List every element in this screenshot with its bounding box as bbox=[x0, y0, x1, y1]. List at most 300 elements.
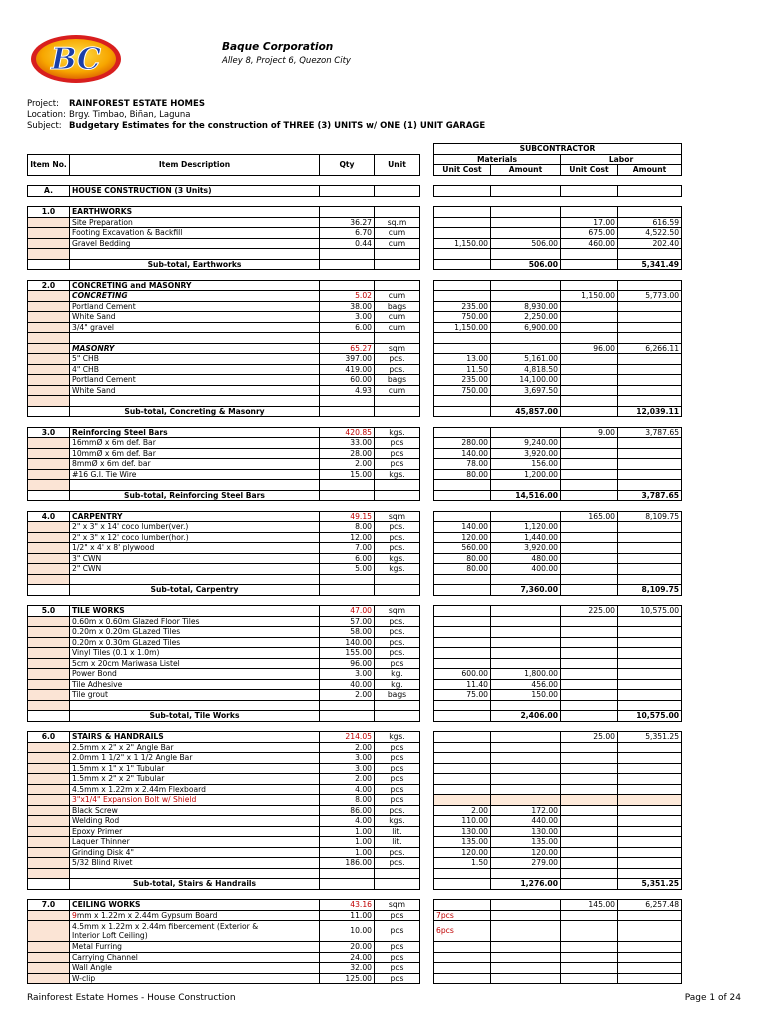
qty-cell: 86.00 bbox=[320, 805, 375, 816]
table-row bbox=[28, 700, 682, 711]
table-row bbox=[28, 784, 682, 795]
labor-unit-cost-cell bbox=[561, 858, 618, 869]
labor-unit-cost-cell bbox=[561, 207, 618, 218]
materials-unit-cost-cell bbox=[434, 585, 491, 596]
materials-amount-cell bbox=[491, 952, 561, 963]
labor-unit-cost-cell bbox=[561, 973, 618, 984]
description-text: EARTHWORKS bbox=[72, 207, 133, 216]
materials-amount-cell bbox=[491, 868, 561, 879]
labor-amount-cell bbox=[618, 973, 682, 984]
labor-amount-cell bbox=[618, 753, 682, 764]
qty-cell bbox=[320, 186, 375, 197]
item-no-cell bbox=[28, 763, 70, 774]
description-cell bbox=[70, 648, 320, 659]
materials-amount-cell bbox=[491, 574, 561, 585]
column-gap bbox=[420, 774, 434, 785]
unit-cell bbox=[375, 280, 420, 291]
labor-unit-cost-cell: 96.00 bbox=[561, 343, 618, 354]
qty-cell: 1.00 bbox=[320, 837, 375, 848]
table-row bbox=[28, 973, 682, 984]
labor-unit-cost-cell bbox=[561, 574, 618, 585]
materials-unit-cost-cell bbox=[434, 427, 491, 438]
table-row bbox=[28, 942, 682, 953]
column-gap bbox=[420, 469, 434, 480]
labor-amount-cell bbox=[618, 952, 682, 963]
item-no-cell bbox=[28, 312, 70, 323]
description-cell bbox=[70, 963, 320, 974]
qty-cell: 36.27 bbox=[320, 217, 375, 228]
qty-cell bbox=[320, 396, 375, 407]
materials-unit-cost-cell bbox=[434, 259, 491, 270]
materials-unit-cost-cell: 120.00 bbox=[434, 847, 491, 858]
labor-unit-cost-cell bbox=[561, 448, 618, 459]
item-no-cell bbox=[28, 469, 70, 480]
column-gap bbox=[420, 259, 434, 270]
subtotal-row bbox=[28, 490, 682, 501]
description-text: 0.20m x 0.30m GLazed Tiles bbox=[72, 637, 181, 647]
labor-amount-cell bbox=[618, 868, 682, 879]
labor-amount-cell bbox=[618, 396, 682, 407]
table-row bbox=[28, 364, 682, 375]
column-gap bbox=[420, 742, 434, 753]
column-gap bbox=[420, 207, 434, 218]
description-cell bbox=[70, 732, 320, 743]
materials-unit-cost-cell bbox=[434, 480, 491, 491]
labor-unit-cost-cell bbox=[561, 952, 618, 963]
materials-amount-cell bbox=[491, 921, 561, 942]
column-gap bbox=[420, 438, 434, 449]
qty-cell: 6.70 bbox=[320, 228, 375, 239]
materials-amount-cell bbox=[491, 900, 561, 911]
description-cell bbox=[70, 469, 320, 480]
column-gap bbox=[420, 322, 434, 333]
description-cell bbox=[70, 952, 320, 963]
qty-cell: 40.00 bbox=[320, 679, 375, 690]
qty-cell: 4.93 bbox=[320, 385, 375, 396]
labor-unit-cost-cell bbox=[561, 375, 618, 386]
labor-amount-cell bbox=[618, 816, 682, 827]
materials-amount-cell bbox=[491, 228, 561, 239]
qty-cell: 2.00 bbox=[320, 690, 375, 701]
column-gap bbox=[420, 490, 434, 501]
description-text: Sub-total, Carpentry bbox=[150, 585, 239, 594]
labor-amount-cell bbox=[618, 921, 682, 942]
page-number: Page 1 of 24 bbox=[684, 993, 741, 1003]
column-gap bbox=[420, 333, 434, 344]
description-text: CEILING WORKS bbox=[72, 900, 141, 909]
labor-amount-cell bbox=[618, 207, 682, 218]
labor-unit-cost-cell: 145.00 bbox=[561, 900, 618, 911]
description-cell bbox=[70, 679, 320, 690]
description-cell bbox=[70, 658, 320, 669]
unit-cell: cum bbox=[375, 385, 420, 396]
unit-cell bbox=[375, 333, 420, 344]
materials-amount-cell: 506.00 bbox=[491, 238, 561, 249]
table-row bbox=[28, 301, 682, 312]
materials-amount-cell: 1,120.00 bbox=[491, 522, 561, 533]
subtotal-row bbox=[28, 259, 682, 270]
column-gap bbox=[420, 973, 434, 984]
table-row bbox=[28, 637, 682, 648]
materials-amount-cell bbox=[491, 763, 561, 774]
description-text: 10mmØ x 6m def. Bar bbox=[72, 448, 156, 458]
materials-amount-cell bbox=[491, 742, 561, 753]
materials-amount-cell bbox=[491, 333, 561, 344]
item-no-cell bbox=[28, 322, 70, 333]
unit-cell: pcs bbox=[375, 795, 420, 806]
item-no-cell bbox=[28, 952, 70, 963]
materials-amount-cell bbox=[491, 511, 561, 522]
materials-unit-cost-cell bbox=[434, 490, 491, 501]
labor-amount-cell bbox=[618, 805, 682, 816]
description-cell bbox=[70, 238, 320, 249]
table-row bbox=[28, 564, 682, 575]
materials-amount-cell: 120.00 bbox=[491, 847, 561, 858]
materials-unit-cost-cell: 78.00 bbox=[434, 459, 491, 470]
labor-unit-cost-cell bbox=[561, 658, 618, 669]
materials-unit-cost-cell: 280.00 bbox=[434, 438, 491, 449]
unit-cell: kg. bbox=[375, 679, 420, 690]
column-gap bbox=[420, 301, 434, 312]
materials-amount-cell: 135.00 bbox=[491, 837, 561, 848]
labor-amount-cell bbox=[618, 312, 682, 323]
estimate-table bbox=[27, 143, 682, 984]
unit-cell: pcs. bbox=[375, 616, 420, 627]
labor-unit-cost-cell bbox=[561, 679, 618, 690]
unit-cell bbox=[375, 186, 420, 197]
table-row bbox=[28, 753, 682, 764]
labor-unit-cost-cell bbox=[561, 963, 618, 974]
materials-unit-cost-cell bbox=[434, 574, 491, 585]
description-cell bbox=[70, 490, 320, 501]
table-row bbox=[28, 574, 682, 585]
item-no-cell bbox=[28, 291, 70, 302]
logo-lettering: BC bbox=[51, 42, 101, 77]
table-row bbox=[28, 459, 682, 470]
subtotal-row bbox=[28, 879, 682, 890]
column-gap bbox=[420, 238, 434, 249]
labor-amount-cell bbox=[618, 837, 682, 848]
unit-cell bbox=[375, 259, 420, 270]
qty-cell: 6.00 bbox=[320, 553, 375, 564]
labor-unit-cost-cell bbox=[561, 627, 618, 638]
unit-cell: sqm bbox=[375, 606, 420, 617]
qty-cell: 1.00 bbox=[320, 826, 375, 837]
qty-cell bbox=[320, 280, 375, 291]
labor-unit-cost-cell bbox=[561, 469, 618, 480]
materials-amount-cell: 1,800.00 bbox=[491, 669, 561, 680]
labor-unit-cost-cell bbox=[561, 301, 618, 312]
description-text: Metal Furring bbox=[72, 942, 122, 951]
description-cell bbox=[70, 942, 320, 953]
labor-unit-cost-cell bbox=[561, 280, 618, 291]
item-no-cell bbox=[28, 543, 70, 554]
description-text: Tile Adhesive bbox=[72, 679, 123, 689]
unit-cell: lit. bbox=[375, 837, 420, 848]
description-text: 2.5mm x 2" x 2" Angle Bar bbox=[72, 742, 174, 752]
description-cell bbox=[70, 826, 320, 837]
materials-unit-cost-cell: 75.00 bbox=[434, 690, 491, 701]
col-labor-amount: Amount bbox=[618, 165, 682, 176]
qty-cell: 2.00 bbox=[320, 742, 375, 753]
table-row bbox=[28, 847, 682, 858]
labor-amount-cell bbox=[618, 963, 682, 974]
materials-unit-cost-cell bbox=[434, 753, 491, 764]
materials-unit-cost-cell bbox=[434, 406, 491, 417]
description-text: White Sand bbox=[72, 385, 116, 395]
description-cell bbox=[70, 574, 320, 585]
materials-amount-cell: 480.00 bbox=[491, 553, 561, 564]
labor-unit-cost-cell bbox=[561, 648, 618, 659]
materials-unit-cost-cell bbox=[434, 343, 491, 354]
materials-unit-cost-cell bbox=[434, 396, 491, 407]
column-gap bbox=[420, 784, 434, 795]
footer-title: Rainforest Estate Homes - House Construction bbox=[27, 993, 236, 1003]
description-cell bbox=[70, 816, 320, 827]
section-row bbox=[28, 900, 682, 911]
description-cell bbox=[70, 858, 320, 869]
labor-unit-cost-cell bbox=[561, 585, 618, 596]
materials-unit-cost-cell: 2.00 bbox=[434, 805, 491, 816]
location-value: Brgy. Timbao, Biñan, Laguna bbox=[69, 110, 191, 120]
qty-cell bbox=[320, 259, 375, 270]
description-cell bbox=[70, 532, 320, 543]
description-text: Sub-total, Tile Works bbox=[149, 711, 240, 720]
table-row bbox=[28, 826, 682, 837]
materials-unit-cost-cell: 6pcs bbox=[434, 921, 491, 942]
description-cell bbox=[70, 301, 320, 312]
description-cell bbox=[70, 795, 320, 806]
item-no-cell bbox=[28, 910, 70, 921]
qty-cell bbox=[320, 868, 375, 879]
description-text: Site Preparation bbox=[72, 217, 133, 227]
description-text: 4.5mm x 1.22m x 2.44m fibercement (Exterior & bbox=[72, 921, 259, 931]
item-no-cell: 7.0 bbox=[28, 900, 70, 911]
table-row bbox=[28, 238, 682, 249]
description-cell bbox=[70, 207, 320, 218]
column-gap bbox=[420, 879, 434, 890]
column-gap bbox=[420, 312, 434, 323]
item-no-cell bbox=[28, 816, 70, 827]
unit-cell: pcs. bbox=[375, 532, 420, 543]
unit-cell: sqm bbox=[375, 900, 420, 911]
item-no-cell bbox=[28, 259, 70, 270]
description-text: 2" CWN bbox=[72, 564, 102, 573]
qty-cell: 33.00 bbox=[320, 438, 375, 449]
item-no-cell bbox=[28, 301, 70, 312]
description-text: 0.20m x 0.20m GLazed Tiles bbox=[72, 627, 181, 636]
qty-cell: 10.00 bbox=[320, 921, 375, 942]
labor-amount-cell bbox=[618, 784, 682, 795]
qty-cell: 3.00 bbox=[320, 763, 375, 774]
description-cell bbox=[70, 333, 320, 344]
column-gap bbox=[420, 679, 434, 690]
qty-cell: 49.15 bbox=[320, 511, 375, 522]
item-no-cell bbox=[28, 637, 70, 648]
qty-cell bbox=[320, 490, 375, 501]
labor-amount-cell bbox=[618, 795, 682, 806]
unit-cell: pcs bbox=[375, 921, 420, 942]
column-gap bbox=[420, 280, 434, 291]
labor-unit-cost-cell bbox=[561, 354, 618, 365]
column-gap bbox=[420, 217, 434, 228]
materials-unit-cost-cell: 120.00 bbox=[434, 532, 491, 543]
materials-unit-cost-cell: 11.40 bbox=[434, 679, 491, 690]
item-no-cell bbox=[28, 921, 70, 942]
description-cell bbox=[70, 522, 320, 533]
description-text: Laquer Thinner bbox=[72, 837, 130, 846]
labor-unit-cost-cell bbox=[561, 690, 618, 701]
labor-amount-cell bbox=[618, 469, 682, 480]
item-no-cell bbox=[28, 448, 70, 459]
description-text: Reinforcing Steel Bars bbox=[72, 427, 168, 437]
description-cell bbox=[70, 627, 320, 638]
column-gap bbox=[420, 396, 434, 407]
item-no-cell bbox=[28, 333, 70, 344]
description-text: HOUSE CONSTRUCTION (3 Units) bbox=[72, 186, 212, 195]
description-text: W-clip bbox=[72, 973, 96, 983]
description-text: TILE WORKS bbox=[72, 606, 125, 615]
item-no-cell bbox=[28, 658, 70, 669]
labor-amount-cell: 10,575.00 bbox=[618, 606, 682, 617]
unit-cell: sqm bbox=[375, 343, 420, 354]
unit-cell bbox=[375, 700, 420, 711]
materials-amount-cell: 14,516.00 bbox=[491, 490, 561, 501]
materials-unit-cost-cell bbox=[434, 648, 491, 659]
unit-cell: pcs. bbox=[375, 354, 420, 365]
column-gap bbox=[420, 805, 434, 816]
materials-amount-cell bbox=[491, 249, 561, 260]
table-row bbox=[28, 795, 682, 806]
qty-cell: 3.00 bbox=[320, 312, 375, 323]
item-no-cell bbox=[28, 522, 70, 533]
labor-amount-cell bbox=[618, 742, 682, 753]
description-cell bbox=[70, 259, 320, 270]
column-gap bbox=[420, 553, 434, 564]
table-row bbox=[28, 805, 682, 816]
labor-unit-cost-cell bbox=[561, 942, 618, 953]
item-no-cell bbox=[28, 784, 70, 795]
description-text: 2" x 3" x 14' coco lumber(ver.) bbox=[72, 522, 189, 531]
labor-unit-cost-cell bbox=[561, 333, 618, 344]
item-no-cell bbox=[28, 249, 70, 260]
materials-amount-cell bbox=[491, 774, 561, 785]
description-text: 5/32 Blind Rivet bbox=[72, 858, 133, 867]
column-gap bbox=[420, 574, 434, 585]
materials-amount-cell bbox=[491, 627, 561, 638]
materials-unit-cost-cell bbox=[434, 763, 491, 774]
description-cell bbox=[70, 343, 320, 354]
qty-cell: 58.00 bbox=[320, 627, 375, 638]
materials-amount-cell bbox=[491, 637, 561, 648]
description-text: Portland Cement bbox=[72, 375, 136, 384]
unit-cell: pcs bbox=[375, 742, 420, 753]
materials-amount-cell bbox=[491, 280, 561, 291]
unit-cell: kgs. bbox=[375, 732, 420, 743]
materials-unit-cost-cell: 80.00 bbox=[434, 564, 491, 575]
labor-amount-cell bbox=[618, 480, 682, 491]
labor-unit-cost-cell: 675.00 bbox=[561, 228, 618, 239]
item-no-cell bbox=[28, 354, 70, 365]
column-gap bbox=[420, 606, 434, 617]
labor-unit-cost-cell bbox=[561, 616, 618, 627]
labor-amount-cell: 616.59 bbox=[618, 217, 682, 228]
column-gap bbox=[420, 910, 434, 921]
unit-cell: pcs bbox=[375, 459, 420, 470]
materials-unit-cost-cell: 560.00 bbox=[434, 543, 491, 554]
materials-unit-cost-cell bbox=[434, 711, 491, 722]
qty-cell: 20.00 bbox=[320, 942, 375, 953]
description-cell bbox=[70, 606, 320, 617]
description-text: Portland Cement bbox=[72, 301, 136, 311]
materials-unit-cost-cell bbox=[434, 868, 491, 879]
labor-amount-cell: 3,787.65 bbox=[618, 427, 682, 438]
item-no-cell bbox=[28, 837, 70, 848]
unit-cell: pcs bbox=[375, 774, 420, 785]
materials-unit-cost-cell: 135.00 bbox=[434, 837, 491, 848]
labor-amount-cell bbox=[618, 574, 682, 585]
materials-unit-cost-cell bbox=[434, 511, 491, 522]
item-no-cell: 5.0 bbox=[28, 606, 70, 617]
labor-unit-cost-cell bbox=[561, 868, 618, 879]
labor-unit-cost-cell bbox=[561, 543, 618, 554]
description-text: Carrying Channel bbox=[72, 952, 138, 962]
project-line bbox=[27, 99, 205, 110]
qty-cell: 420.85 bbox=[320, 427, 375, 438]
unit-cell: kgs. bbox=[375, 816, 420, 827]
description-text: 1.5mm x 1" x 1" Tubular bbox=[72, 763, 165, 773]
description-cell bbox=[70, 217, 320, 228]
item-no-cell bbox=[28, 532, 70, 543]
labor-amount-cell bbox=[618, 448, 682, 459]
col-qty: Qty bbox=[320, 154, 375, 175]
materials-amount-cell: 440.00 bbox=[491, 816, 561, 827]
column-gap bbox=[420, 291, 434, 302]
item-no-cell bbox=[28, 711, 70, 722]
unit-cell bbox=[375, 396, 420, 407]
unit-cell: pcs. bbox=[375, 637, 420, 648]
unit-cell: pcs. bbox=[375, 858, 420, 869]
qty-cell bbox=[320, 879, 375, 890]
description-text: 0.60m x 0.60m Glazed Floor Tiles bbox=[72, 616, 200, 626]
column-gap bbox=[420, 375, 434, 386]
item-no-cell bbox=[28, 679, 70, 690]
qty-cell: 0.44 bbox=[320, 238, 375, 249]
unit-cell: pcs bbox=[375, 784, 420, 795]
unit-cell bbox=[375, 711, 420, 722]
spacer-row bbox=[28, 721, 682, 732]
labor-amount-cell: 5,351.25 bbox=[618, 732, 682, 743]
materials-amount-cell: 150.00 bbox=[491, 690, 561, 701]
materials-unit-cost-cell bbox=[434, 249, 491, 260]
description-text: 5cm x 20cm Mariwasa Listel bbox=[72, 658, 180, 668]
description-cell bbox=[70, 280, 320, 291]
qty-cell: 3.00 bbox=[320, 669, 375, 680]
materials-amount-cell bbox=[491, 606, 561, 617]
item-no-cell bbox=[28, 879, 70, 890]
description-cell bbox=[70, 354, 320, 365]
unit-cell: pcs. bbox=[375, 847, 420, 858]
qty-cell: 186.00 bbox=[320, 858, 375, 869]
table-row bbox=[28, 469, 682, 480]
labor-unit-cost-cell bbox=[561, 522, 618, 533]
unit-cell: pcs. bbox=[375, 805, 420, 816]
description-cell bbox=[70, 396, 320, 407]
materials-amount-cell bbox=[491, 207, 561, 218]
qty-cell: 8.00 bbox=[320, 795, 375, 806]
table-row bbox=[28, 774, 682, 785]
labor-amount-cell bbox=[618, 847, 682, 858]
